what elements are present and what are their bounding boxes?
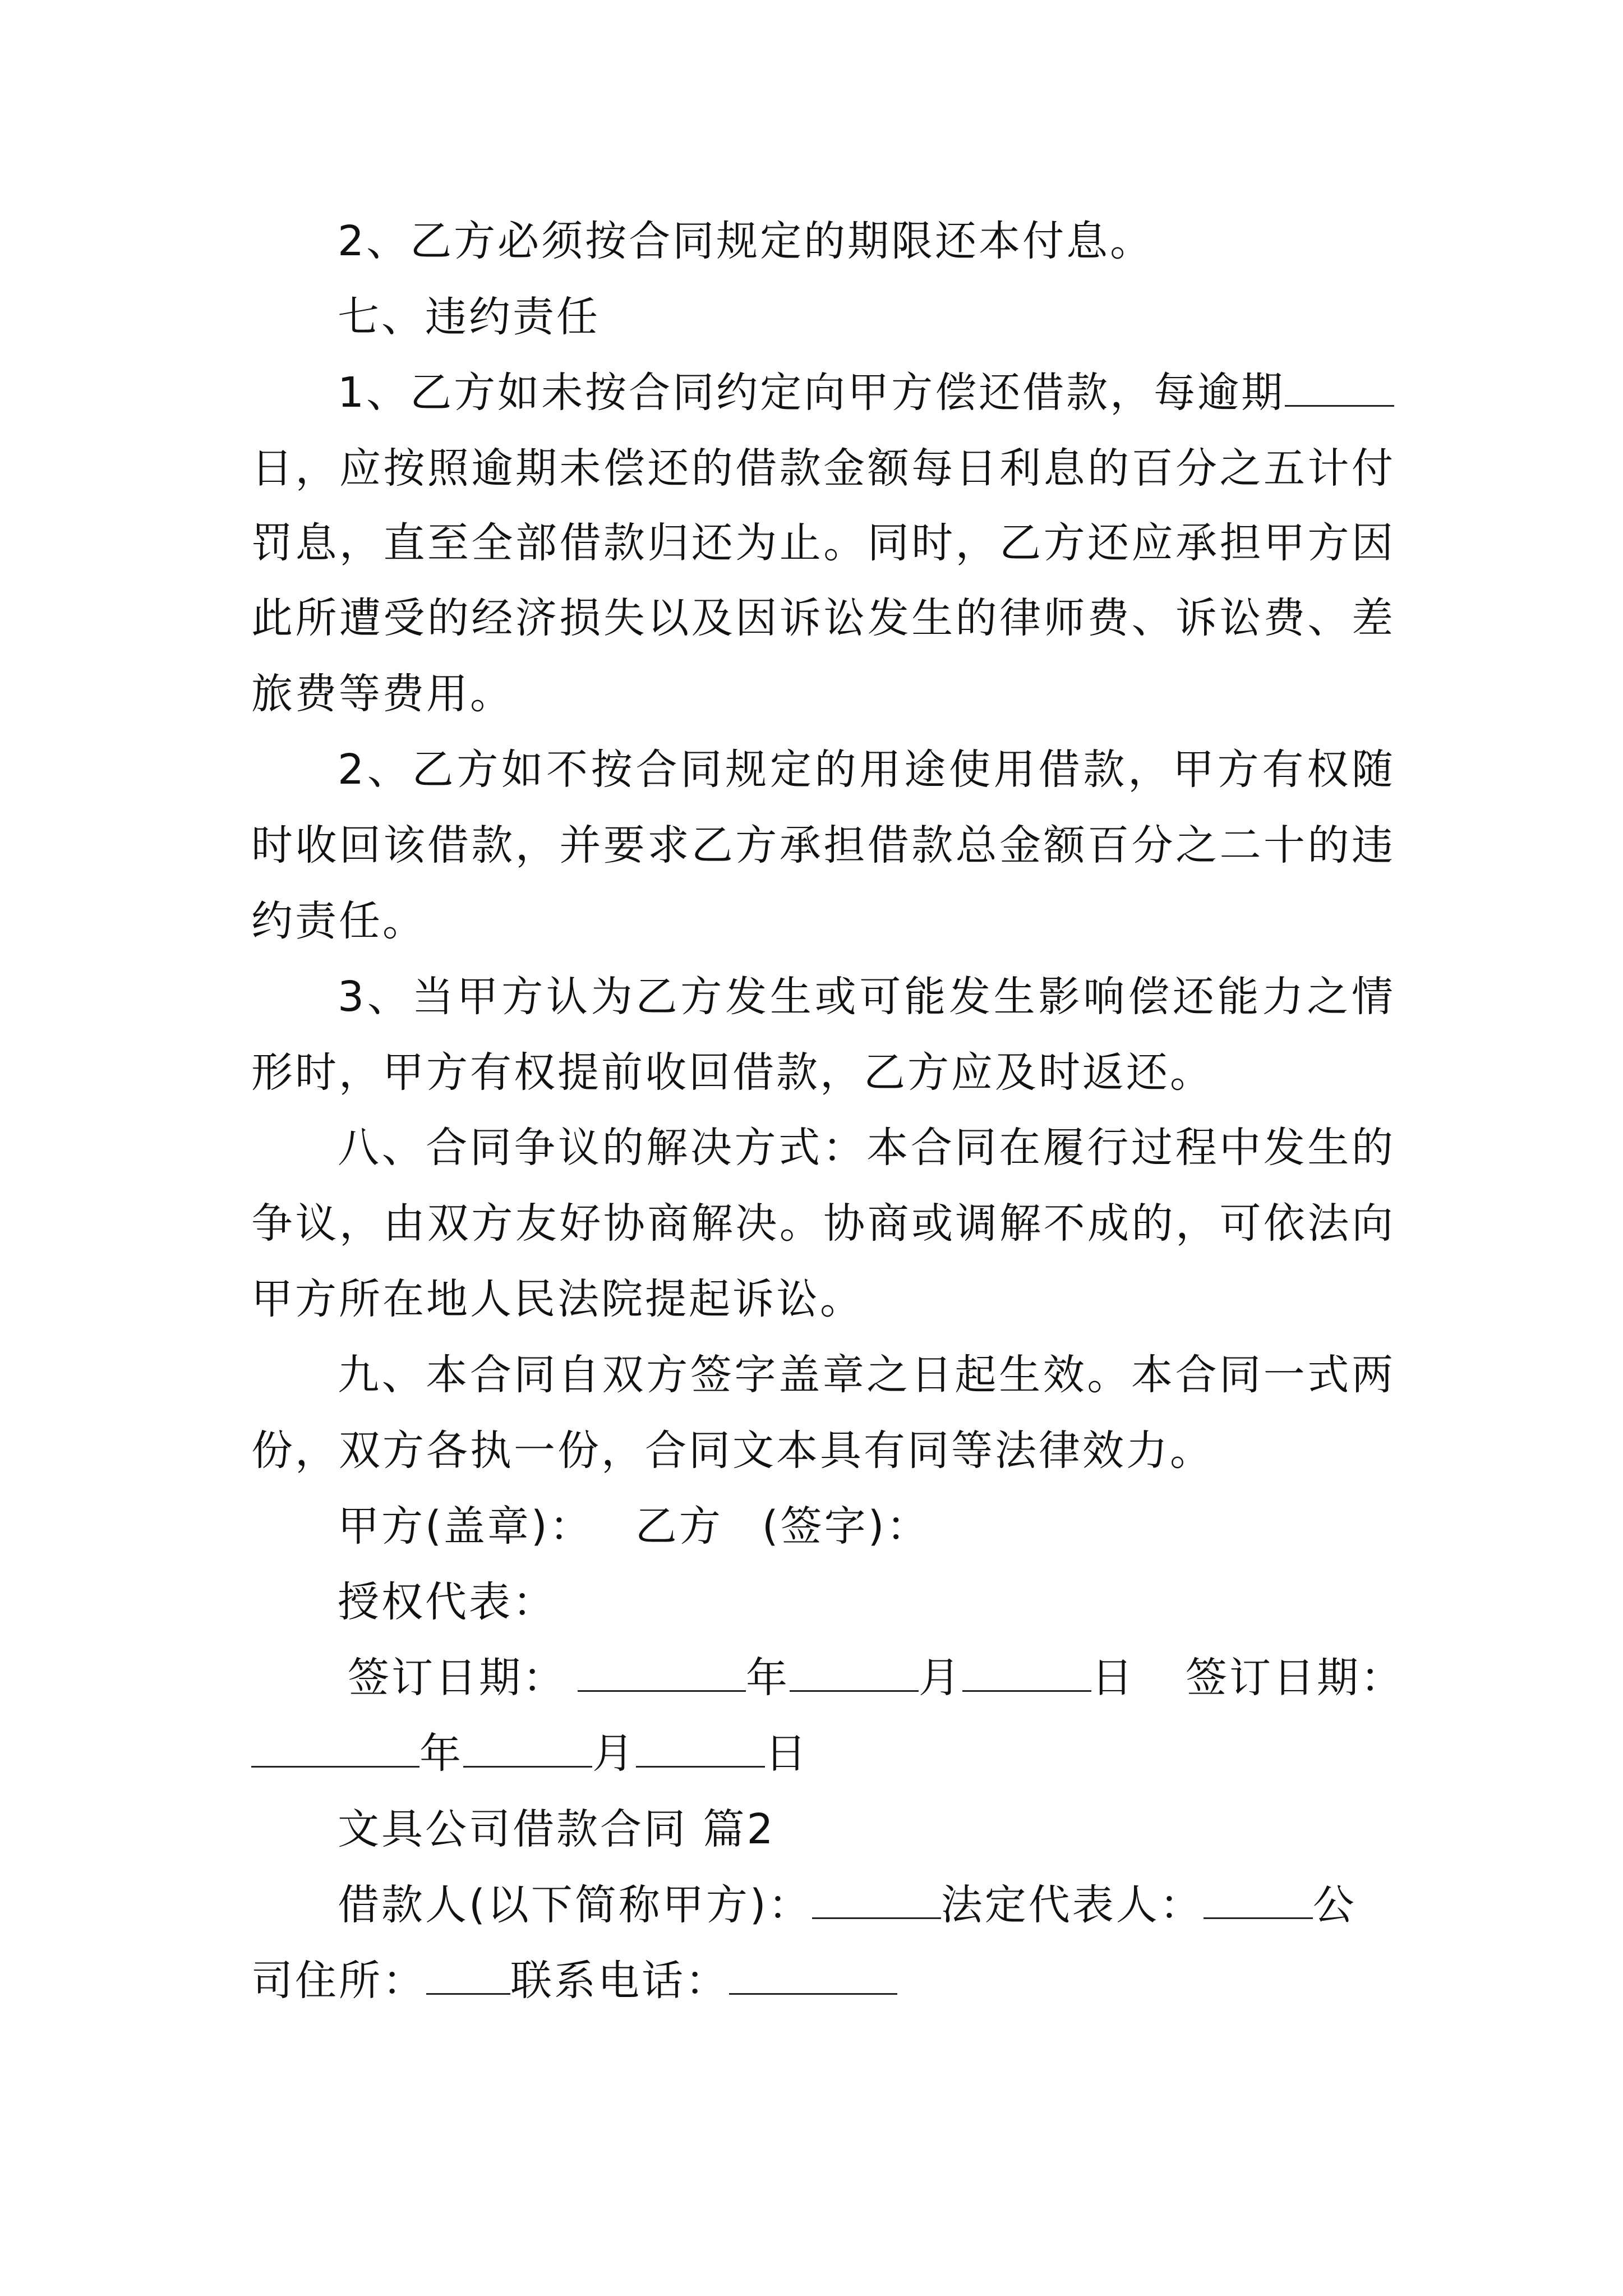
party-a-seal-label: 甲方(盖章)： (338, 1502, 593, 1550)
blank-borrower (812, 1883, 941, 1919)
year-label-a: 年 (746, 1654, 790, 1702)
company-label-start: 公 (1312, 1881, 1357, 1929)
clause-7-2-line-2: 时收回该借款，并要求乙方承担借款总金额百分之二十的违 (251, 821, 1395, 869)
party-b-sign-label: (签字)： (762, 1502, 930, 1550)
sign-date-line-2 (251, 1726, 1395, 1782)
clause-7-2-line-3: 约责任。 (251, 897, 426, 945)
contract-2-title: 文具公司借款合同 篇2 (338, 1805, 776, 1853)
clause-7-1-text: 1、乙方如未按合同约定向甲方偿还借款，每逾期 (338, 369, 1285, 417)
clause-6-2: 2、乙方必须按合同规定的期限还本付息。 (338, 217, 1154, 265)
blank-day-a (962, 1655, 1091, 1692)
address-label: 司住所： (251, 1957, 426, 2005)
clause-7-2-line-1: 2、乙方如不按合同规定的用途使用借款，甲方有权随 (338, 746, 1395, 794)
day-label-a: 日 (1091, 1654, 1135, 1702)
clause-7-1-line-2: 日，应按照逾期未偿还的借款金额每日利息的百分之五计付 (251, 444, 1395, 493)
legal-rep-label: 法定代表人： (940, 1881, 1204, 1929)
sign-date-label-a: 签订日期： (348, 1654, 566, 1702)
borrower-line-2 (251, 1953, 1395, 2009)
clause-8-line-3: 甲方所在地人民法院提起诉讼。 (251, 1275, 864, 1323)
sign-date-label-b: 签订日期： (1186, 1654, 1404, 1702)
blank-phone (729, 1958, 897, 1995)
clause-9-line-2: 份，双方各执一份，合同文本具有同等法律效力。 (251, 1427, 1214, 1475)
section-heading-breach: 七、违约责任 (338, 293, 600, 341)
month-label-a: 月 (919, 1654, 962, 1702)
sign-date-line-1 (348, 1650, 1404, 1706)
day-label-b: 日 (765, 1729, 809, 1778)
clause-7-1-line-5: 旅费等费用。 (251, 670, 514, 718)
blank-day-b (636, 1731, 765, 1768)
clause-8-line-2: 争议，由双方友好协商解决。协商或调解不成的，可依法向 (251, 1199, 1395, 1248)
clause-7-1-line-1 (338, 365, 1395, 421)
clause-7-3-line-2: 形时，甲方有权提前收回借款，乙方应及时返还。 (251, 1048, 1214, 1097)
clause-7-1-line-3: 罚息，直至全部借款归还为止。同时，乙方还应承担甲方因 (251, 519, 1395, 567)
blank-legal-rep (1204, 1883, 1313, 1919)
blank-overdue-days (1285, 370, 1394, 407)
year-label-b: 年 (419, 1729, 463, 1778)
clause-8-line-1: 八、合同争议的解决方式：本合同在履行过程中发生的 (338, 1124, 1395, 1172)
clause-9-line-1: 九、本合同自双方签字盖章之日起生效。本合同一式两 (338, 1351, 1395, 1399)
blank-address (426, 1958, 510, 1995)
clause-7-3-line-1: 3、当甲方认为乙方发生或可能发生影响偿还能力之情 (338, 973, 1395, 1021)
party-b-label: 乙方 (635, 1502, 723, 1550)
blank-month-b (463, 1731, 592, 1768)
blank-year-a (578, 1655, 746, 1692)
clause-7-1-line-4: 此所遭受的经济损失以及因诉讼发生的律师费、诉讼费、差 (251, 594, 1395, 642)
phone-label: 联系电话： (510, 1957, 729, 2005)
blank-year-b (251, 1731, 419, 1768)
authorized-rep-line: 授权代表： (338, 1578, 556, 1626)
blank-month-a (790, 1655, 919, 1692)
borrower-line-1 (338, 1877, 1395, 1933)
month-label-b: 月 (592, 1729, 636, 1778)
borrower-label: 借款人(以下简称甲方)： (338, 1881, 812, 1929)
signature-parties-line (338, 1498, 1395, 1554)
